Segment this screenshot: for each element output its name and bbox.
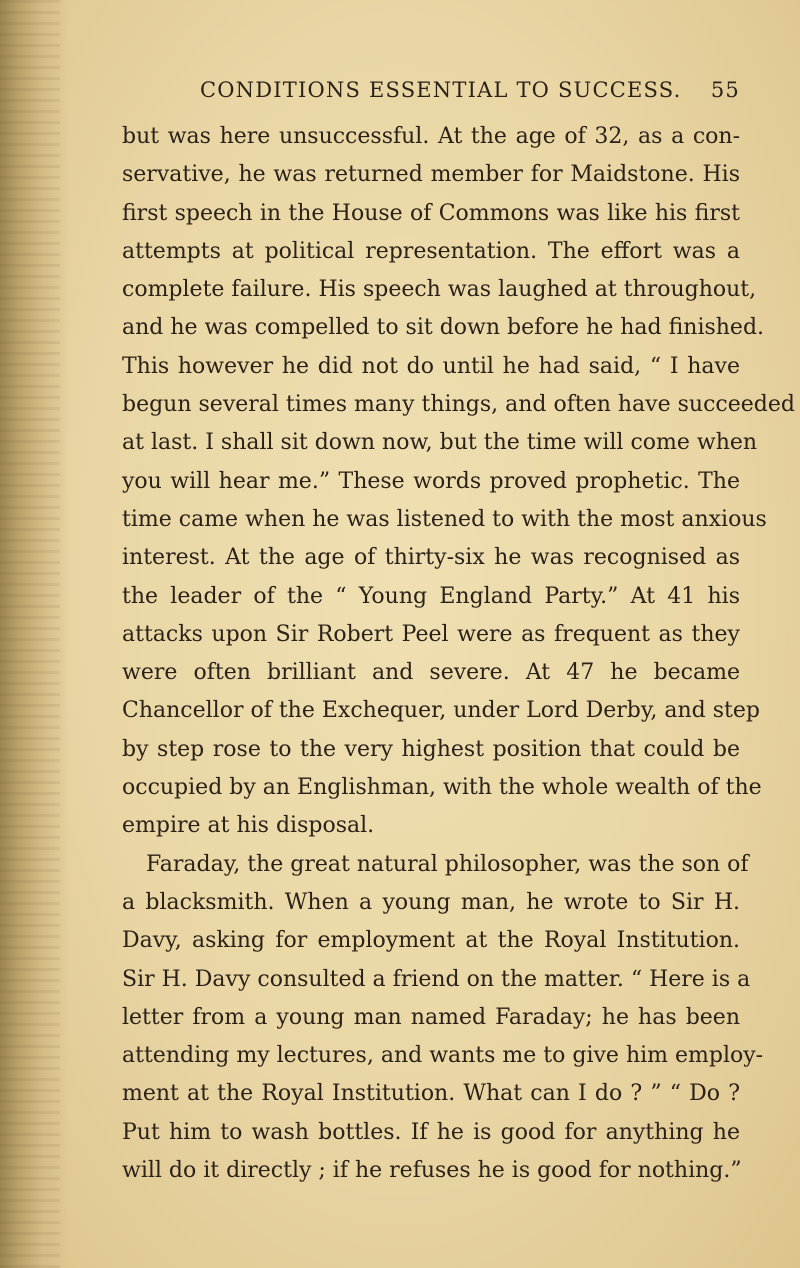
text-line: servative, he was returned member for Maidstone. His: [122, 162, 740, 188]
text-line: This however he did not do until he had said, “ I have: [122, 353, 740, 379]
text-line: interest. At the age of thirty-six he was recognised as: [122, 545, 740, 571]
text-line: letter from a young man named Faraday; he has been: [122, 1004, 740, 1030]
text-line: attacks upon Sir Robert Peel were as frequent as they: [122, 621, 740, 647]
text-line: but was here unsuccessful. At the age of 32, as a con-: [122, 124, 740, 149]
text-line: Put him to wash bottles. If he is good for anything he: [122, 1119, 740, 1145]
text-line: ment at the Royal Institution. What can I do ? ” “ Do ?: [122, 1081, 740, 1107]
text-line: occupied by an Englishman, with the whole wealth of the: [122, 775, 762, 801]
running-header: [200, 78, 740, 108]
text-line: were often brilliant and severe. At 47 he became: [122, 660, 740, 686]
text-line: complete failure. His speech was laughed at throughout,: [122, 277, 757, 303]
text-line: first speech in the House of Commons was like his first: [122, 200, 740, 226]
text-line: will do it directly ; if he refuses he is good for nothing.”: [122, 1158, 742, 1184]
text-line: at last. I shall sit down now, but the time will come when: [122, 430, 758, 456]
paragraph-disraeli: [122, 118, 795, 846]
text-line: Sir H. Davy consulted a friend on the matter. “ Here is a: [122, 966, 751, 992]
text-line: attempts at political representation. The effort was a: [122, 238, 740, 264]
text-line: begun several times many things, and often have succeeded: [122, 392, 795, 418]
paragraph-faraday: [122, 846, 764, 1191]
text-line: the leader of the “ Young England Party.” At 41 his: [122, 583, 740, 609]
text-line: Faraday, the great natural philosopher, was the son of: [146, 851, 749, 877]
text-line: attending my lectures, and wants me to give him employ-: [122, 1043, 764, 1069]
text-line: by step rose to the very highest position that could be: [122, 736, 740, 762]
text-line: time came when he was listened to with the most anxious: [122, 506, 767, 532]
text-line: empire at his disposal.: [122, 813, 375, 839]
text-line: a blacksmith. When a young man, he wrote to Sir H.: [122, 889, 740, 915]
text-line: Davy, asking for employment at the Royal Institution.: [122, 928, 740, 954]
text-line: Chancellor of the Exchequer, under Lord Derby, and step: [122, 698, 760, 724]
page-edge-texture: [0, 0, 60, 1268]
body-text: [122, 118, 795, 1190]
text-line: and he was compelled to sit down before he had finished.: [122, 315, 765, 341]
page-number: 55: [710, 78, 740, 102]
text-line: you will hear me.” These words proved prophetic. The: [122, 468, 740, 494]
running-header-title: CONDITIONS ESSENTIAL TO SUCCESS.: [200, 78, 682, 102]
